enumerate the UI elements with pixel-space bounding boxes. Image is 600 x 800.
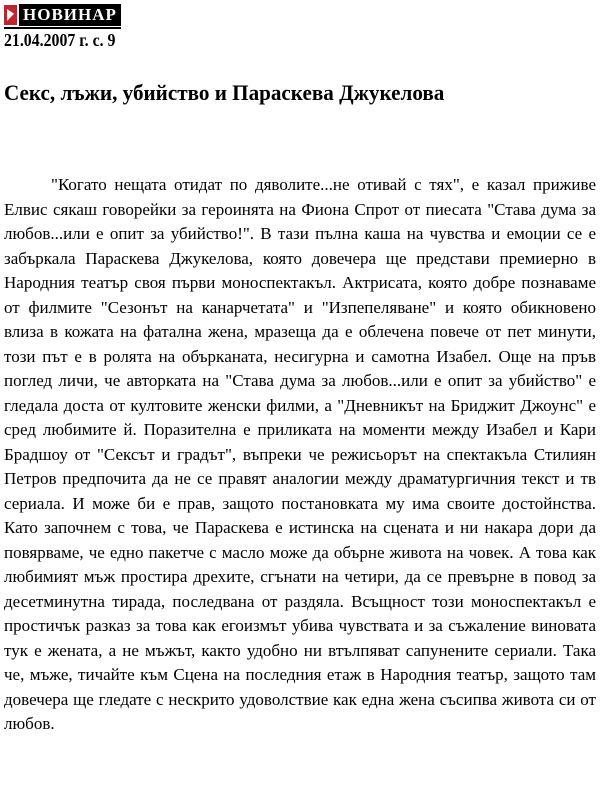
logo-flag-icon: [4, 5, 17, 25]
article-title: Секс, лъжи, убийство и Параскева Джукелова: [4, 80, 445, 105]
dateline: 21.04.2007 г. с. 9: [4, 30, 116, 50]
newspaper-logo: [4, 3, 121, 29]
logo-text: НОВИНАР: [19, 4, 121, 26]
article-body: "Когато нещата отидат по дяволите...не отивай с тях", е казал приживе Елвис сякаш говорейки за героинята на Фиона Спрот от пиесата "Става дума за любов...или е опит за убийство!". В тази пълна каша на чувства и емоции се е забъркала Параскева Джукелова, която довечера ще представи премиерно в Народния театър своя първи моноспектакъл. Актрисата, която добре познаваме от филмите "Сезонът на канарчетата" и "Изпепеляване" и която обикновено влиза в кожата на фатална жена, мразеща да е облечена повече от пет минути, този път е в ролята на объркaната, несигурна и самотна Изабел. Още на пръв поглед личи, че авторката на "Става дума за любов...или е опит за убийство" е гледала доста от култовите женски филми, а "Дневникът на Бриджит Джоунс" е сред любимите й. Поразителна е приликата на моменти между Изабел и Кари Брадшоу от "Сексът и градът", въпреки че режисьорът на спектакъла Стилиян Петров предпочита да не се правят аналогии между драматургичния текст и тв сериала. И може би е прав, защото постановката му има своите достойнства. Като започнем с това, че Параскева е истинска на сцената и ни накара дори да повярваме, че едно пакетче с масло може да обърне живота на човек. А това как любимият мъж простира дрехите, сгънати на четири, да се превърне в повод за десетминутна тирада, последвана от раздяла. Всъщност този моноспектакъл е простичък разказ за това как егоизмът убива чувствата и за съжаление виновата тук е жената, а не мъжът, както удобно ни втълпяват сапунените сериали. Така че, мъже, тичайте към Сцена на последния етаж в Народния театър, защото там довечера ще гледате с нескрито удоволствие как една жена съсипва живота си от любов.: [4, 175, 596, 733]
